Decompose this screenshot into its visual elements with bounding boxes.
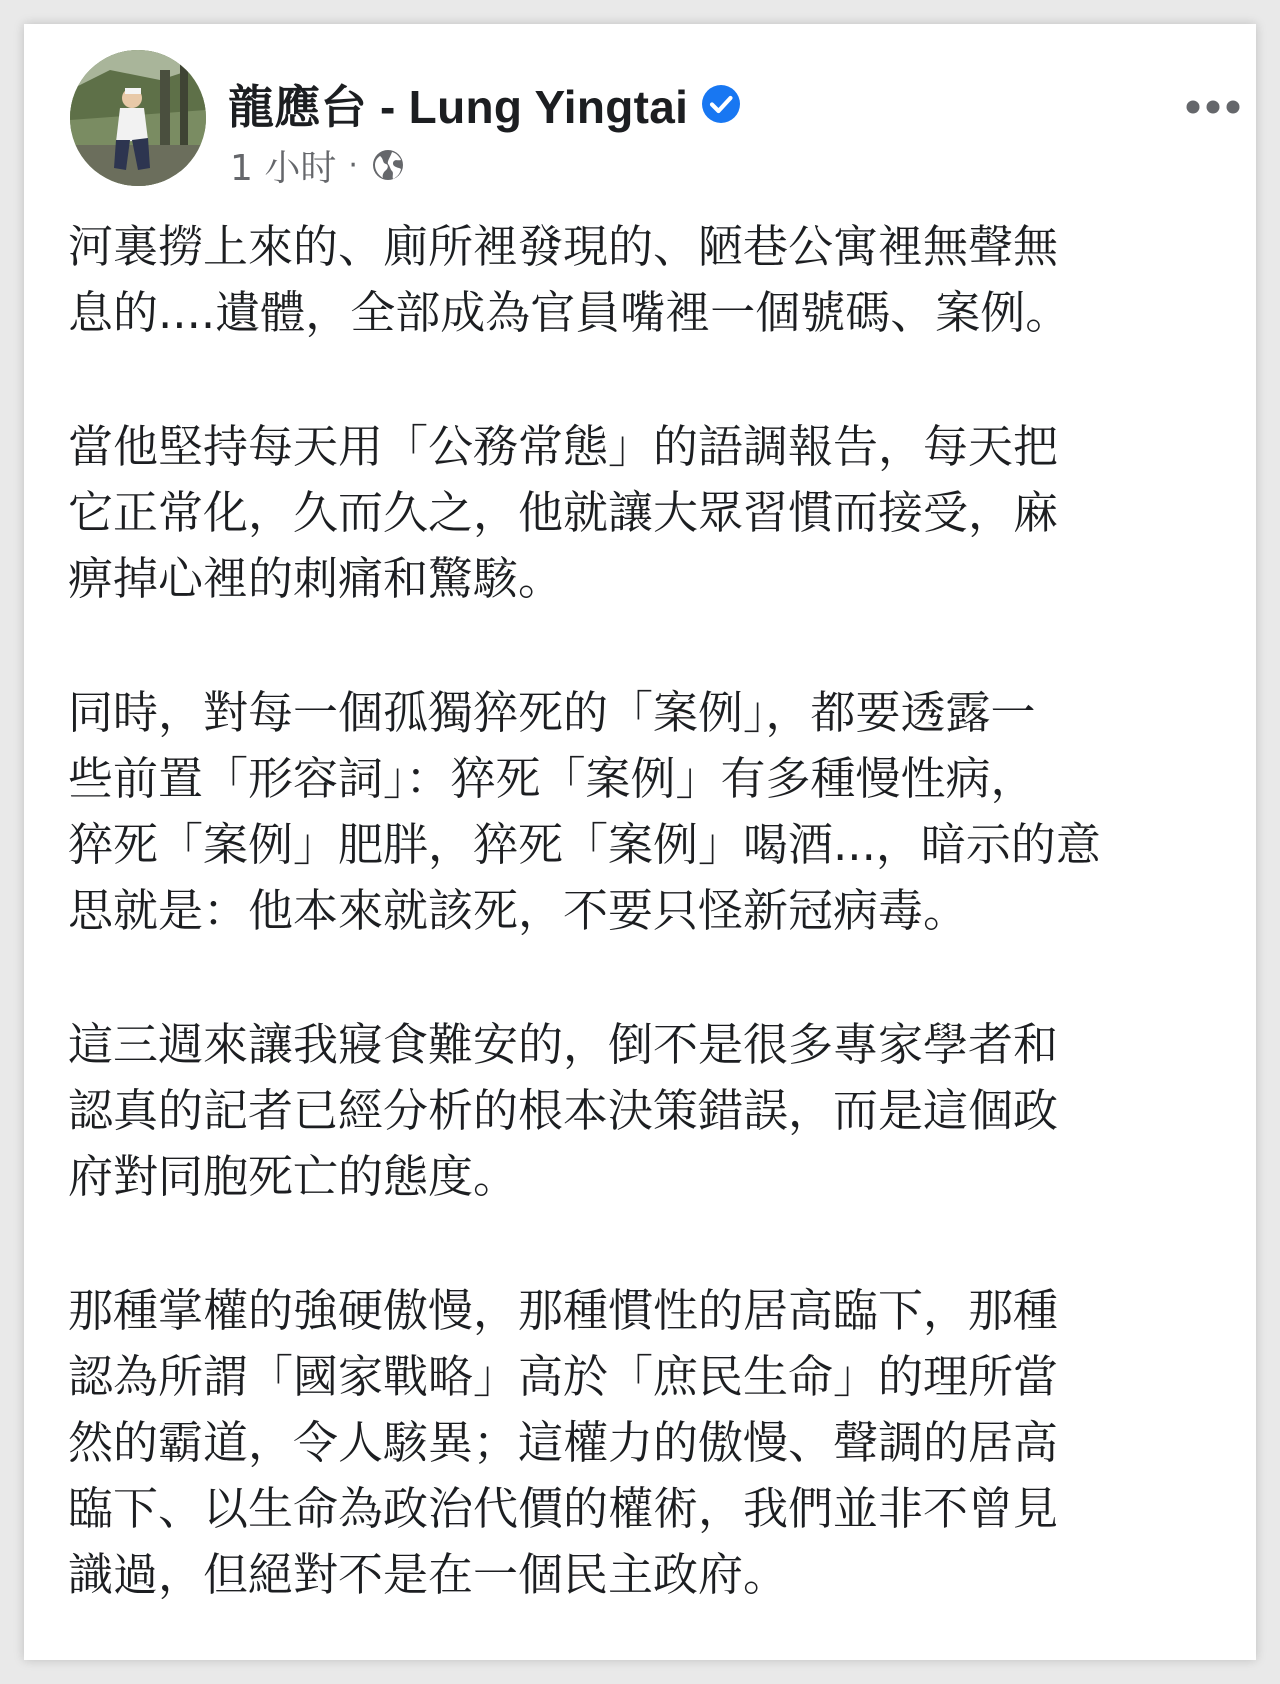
verified-badge-icon: [700, 83, 742, 125]
author-name[interactable]: 龍應台 - Lung Yingtai: [228, 81, 689, 133]
post-card: [24, 24, 1256, 1660]
meta-separator: ·: [348, 147, 358, 183]
post-paragraph: 同時，對每一個孤獨猝死的「案例」，都要透露一 些前置「形容詞」：猝死「案例」有多種慢性病， 猝死「案例」肥胖，猝死「案例」喝酒...，暗示的意 思就是：他本來就該死，不要只怪新冠病毒。: [68, 686, 1101, 937]
post-paragraph: 那種掌權的強硬傲慢，那種慣性的居高臨下，那種 認為所謂「國家戰略」高於「庶民生命」的理所當 然的霸道，令人駭異；這權力的傲慢、聲調的居高 臨下、以生命為政治代價的權術，我們並非不曾見 識過，但絕對不是在一個民主政府。: [68, 1284, 1059, 1601]
post-timestamp[interactable]: 1 小时: [230, 147, 337, 189]
post-paragraph: 河裏撈上來的、廁所裡發現的、陋巷公寓裡無聲無 息的....遺體，全部成為官員嘴裡一個號碼、案例。: [68, 220, 1071, 339]
post-body: [68, 214, 1248, 1608]
more-options-button[interactable]: [1178, 82, 1248, 132]
post-paragraph: 這三週來讓我寢食難安的，倒不是很多專家學者和 認真的記者已經分析的根本決策錯誤，而是這個政 府對同胞死亡的態度。: [68, 1018, 1059, 1203]
avatar-photo: [70, 50, 206, 186]
author-row: [228, 74, 742, 134]
author-avatar[interactable]: [70, 50, 206, 186]
globe-icon[interactable]: [370, 147, 406, 183]
post-paragraph: 當他堅持每天用「公務常態」的語調報告，每天把 它正常化，久而久之，他就讓大眾習慣而接受，麻 痹掉心裡的刺痛和驚駭。: [68, 420, 1059, 605]
post-meta: [230, 142, 406, 188]
more-options-icon: [1183, 97, 1243, 117]
